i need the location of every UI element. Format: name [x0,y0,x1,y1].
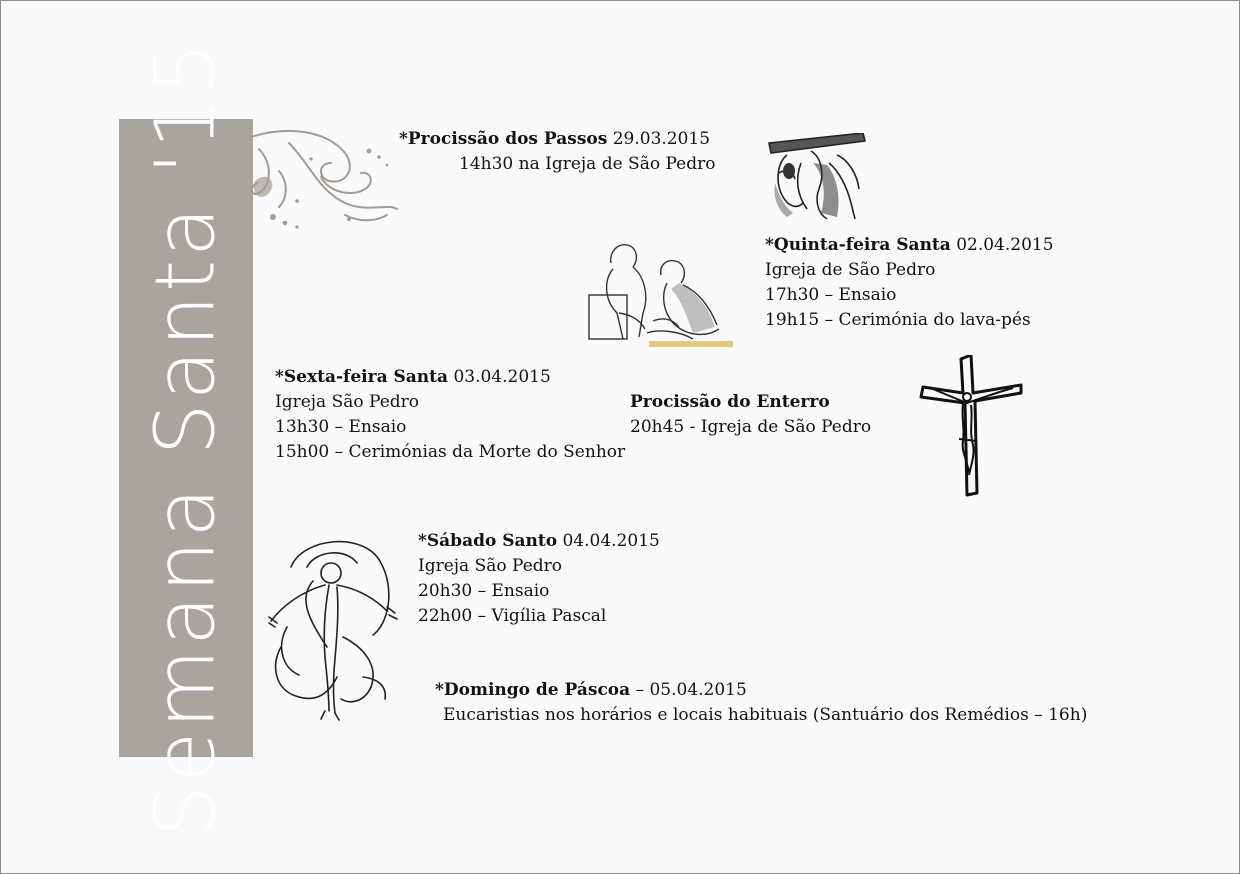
jesus-carrying-cross-illustration [767,133,867,221]
event-domingo-date: – 05.04.2015 [635,680,747,700]
event-quinta-line: 17h30 – Ensaio [765,285,897,305]
event-sabado-title: *Sábado Santo [418,531,558,551]
event-quinta-date: 02.04.2015 [956,235,1054,255]
event-sabado-date: 04.04.2015 [562,531,660,551]
event-domingo-title: *Domingo de Páscoa [435,680,631,700]
event-sabado-line: 22h00 – Vigília Pascal [418,606,607,626]
event-sexta [275,365,625,465]
event-sabado-line: Igreja São Pedro [418,556,562,576]
event-sexta-date: 03.04.2015 [453,367,551,387]
event-quinta-line: Igreja de São Pedro [765,260,936,280]
event-sexta-line: 13h30 – Ensaio [275,417,407,437]
event-domingo-line: Eucaristias nos horários e locais habituais (Santuário dos Remédios – 16h) [443,705,1088,725]
event-sabado-line: 20h30 – Ensaio [418,581,550,601]
event-quinta-line: 19h15 – Cerimónia do lava-pés [765,310,1031,330]
event-sexta-title: *Sexta-feira Santa [275,367,449,387]
event-passos-title: *Procissão dos Passos [399,129,608,149]
event-passos-line: 14h30 na Igreja de São Pedro [459,154,716,174]
event-sexta-line: 15h00 – Cerimónias da Morte do Senhor [275,442,626,462]
event-sexta-line: Igreja São Pedro [275,392,419,412]
event-domingo [435,678,1087,728]
event-passos [399,127,715,177]
event-passos-date: 29.03.2015 [612,129,711,149]
event-quinta-title: *Quinta-feira Santa [765,235,951,255]
event-quinta [765,233,1054,333]
crucifix-icon [917,355,1025,497]
swirl-ornament-icon [249,123,401,231]
risen-christ-illustration [267,527,399,721]
poster-title: Semana Santa '15 [138,38,234,838]
event-sabado [418,529,660,629]
event-enterro-title: Procissão do Enterro [630,392,830,412]
event-enterro [630,390,871,440]
foot-washing-illustration [583,233,737,351]
event-enterro-line: 20h45 - Igreja de São Pedro [630,417,872,437]
